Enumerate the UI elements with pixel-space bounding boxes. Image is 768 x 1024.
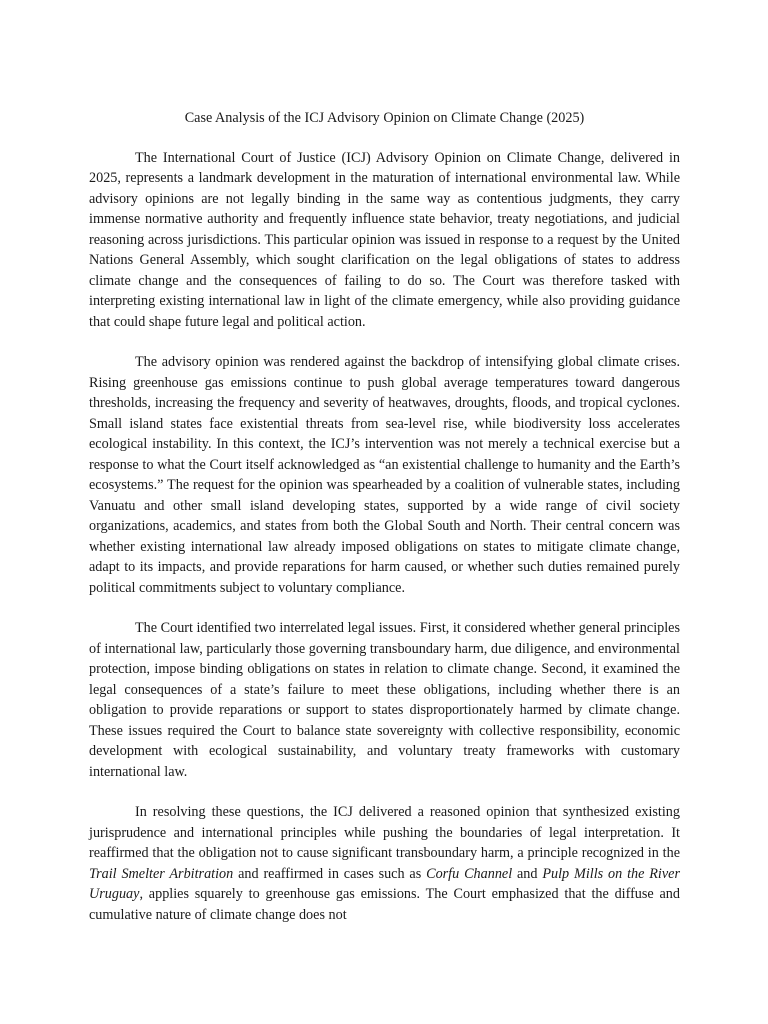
case-citation-trail-smelter: Trail Smelter Arbitration	[89, 865, 234, 882]
paragraph-introduction	[89, 148, 680, 333]
paragraph-text: , applies squarely to greenhouse gas emissions. The Court emphasized that the diffuse and cumulative nature of climate change does not	[89, 886, 680, 923]
paragraph-reasoning	[89, 802, 680, 925]
paragraph-legal-issues	[89, 618, 680, 782]
case-citation-pulp-mills: Pulp Mills on the River Uruguay	[89, 865, 680, 902]
paragraph-text: and reaffirmed in cases such as	[233, 865, 427, 882]
paragraph-background	[89, 352, 680, 598]
paragraph-text: The advisory opinion was rendered against the backdrop of intensifying global climate crises. Rising greenhouse gas emissions continue to push global average temperatures toward dangerous thresholds, increasing the frequency and severity of heatwaves, droughts, floods, and tropical cyclones. Small island states face existential threats from sea-level rise, while biodiversity loss accelerates ecological instability. In this context, the ICJ’s intervention was not merely a technical exercise but a response to what the Court itself acknowledged as “an existential challenge to humanity and the Earth’s ecosystems.” The request for the opinion was spearheaded by a coalition of vulnerable states, including Vanuatu and other small island developing states, supported by a wide range of civil society organizations, academics, and states from both the Global South and North. Their central concern was whether existing international law already imposed obligations on states to mitigate climate change, adapt to its impacts, and provide reparations for harm caused, or whether such duties remained purely political commitments subject to voluntary compliance.	[89, 354, 680, 596]
case-citation-corfu-channel: Corfu Channel	[426, 865, 513, 882]
paragraph-text: The International Court of Justice (ICJ) Advisory Opinion on Climate Change, delivered in 2025, represents a landmark development in the maturation of international environmental law. While advisory opinions are not legally binding in the same way as contentious judgments, they carry immense normative authority and frequently influence state behavior, treaty negotiations, and judicial reasoning across jurisdictions. This particular opinion was issued in response to a request by the United Nations General Assembly, which sought clarification on the legal obligations of states to address climate change and the consequences of failing to do so. The Court was therefore tasked with interpreting existing international law in light of the climate emergency, while also providing guidance that could shape future legal and political action.	[89, 149, 680, 330]
document-title: Case Analysis of the ICJ Advisory Opinion on Climate Change (2025)	[184, 110, 585, 126]
paragraph-text: In resolving these questions, the ICJ delivered a reasoned opinion that synthesized existing jurisprudence and international principles while pushing the boundaries of legal interpretation. It reaffirmed that the obligation not to cause significant transboundary harm, a principle recognized in the	[89, 804, 680, 861]
paragraph-text: and	[512, 865, 543, 882]
paragraph-text: The Court identified two interrelated legal issues. First, it considered whether general principles of international law, particularly those governing transboundary harm, due diligence, and environmental protection, impose binding obligations on states in relation to climate change. Second, it examined the legal consequences of a state’s failure to meet these obligations, including whether there is an obligation to provide reparations or support to states disproportionately harmed by climate change. These issues required the Court to balance state sovereignty with collective responsibility, economic development with ecological sustainability, and voluntary treaty frameworks with customary international law.	[89, 620, 680, 780]
